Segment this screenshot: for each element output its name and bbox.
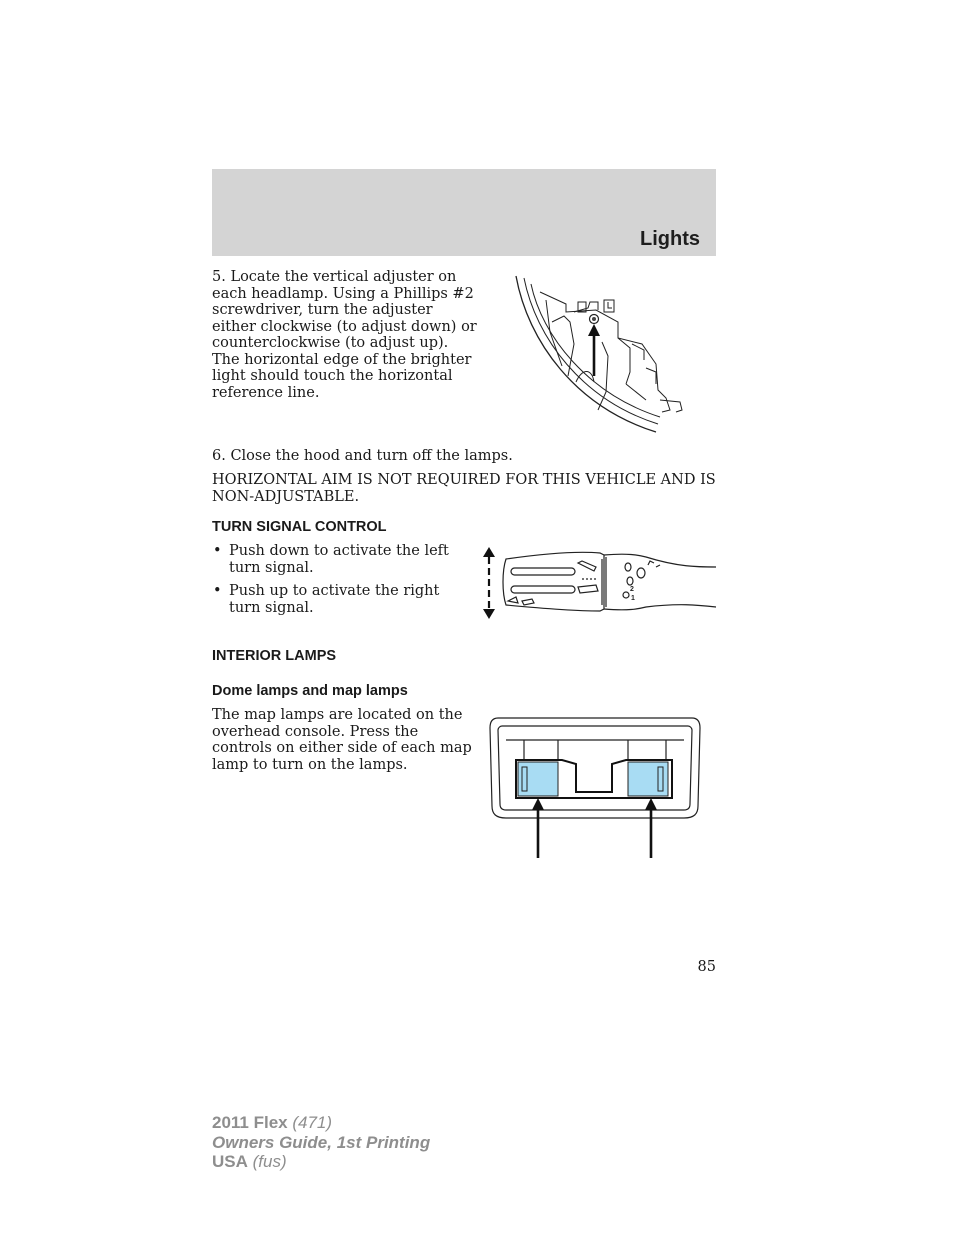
list-item: • Push down to activate the left turn signal. (212, 543, 472, 576)
headlamp-adjuster-illustration (506, 272, 690, 436)
dome-lamps-subheading: Dome lamps and map lamps (212, 683, 408, 699)
overhead-console-illustration (484, 714, 706, 858)
adjuster-arrow-head (588, 324, 600, 336)
section-header-band (212, 169, 716, 256)
stalk-lower-grip (511, 586, 575, 593)
stalk-upper-grip (511, 568, 575, 575)
turn-signal-bullet-list (212, 543, 472, 623)
footer-market: USA (212, 1152, 248, 1171)
headlamp-lens-outer (516, 276, 656, 432)
turn-signal-heading: TURN SIGNAL CONTROL (212, 519, 387, 535)
step-5-paragraph: 5. Locate the vertical adjuster on each headlamp. Using a Phillips #2 screwdriver, turn the adjuster either clockwise (to adjust down) or counterclockwise (to adjust up). The horizontal edge of the brighter light should touch the horizontal reference line. (212, 269, 477, 401)
horizontal-aim-note: HORIZONTAL AIM IS NOT REQUIRED FOR THIS VEHICLE AND IS NON-ADJUSTABLE. (212, 472, 716, 505)
interior-lamps-heading: INTERIOR LAMPS (212, 648, 337, 664)
up-down-arrow (483, 547, 495, 619)
section-title: Lights (640, 228, 700, 250)
map-lamps-paragraph: The map lamps are located on the overhead console. Press the controls on either side of each map lamp to turn on the lamps. (212, 707, 472, 773)
stalk-speed-label: 2 (630, 586, 634, 593)
headlamp-lens-inner (524, 278, 658, 424)
footer-printing-info (212, 1113, 430, 1172)
footer-market-code: (fus) (247, 1152, 287, 1171)
map-lamp-left-arrow-head (532, 798, 544, 810)
stalk-speed-label: 1 (631, 595, 635, 602)
list-item: • Push up to activate the right turn signal. (212, 583, 472, 616)
step-6-paragraph: 6. Close the hood and turn off the lamps. (212, 448, 513, 464)
footer-guide-edition: Owners Guide, 1st Printing (212, 1132, 431, 1152)
map-lamp-right-arrow-head (645, 798, 657, 810)
turn-signal-stalk-illustration (478, 545, 718, 623)
page-number: 85 (697, 959, 716, 975)
footer-model-code: (471) (287, 1113, 333, 1132)
footer-model: 2011 Flex (212, 1113, 288, 1132)
